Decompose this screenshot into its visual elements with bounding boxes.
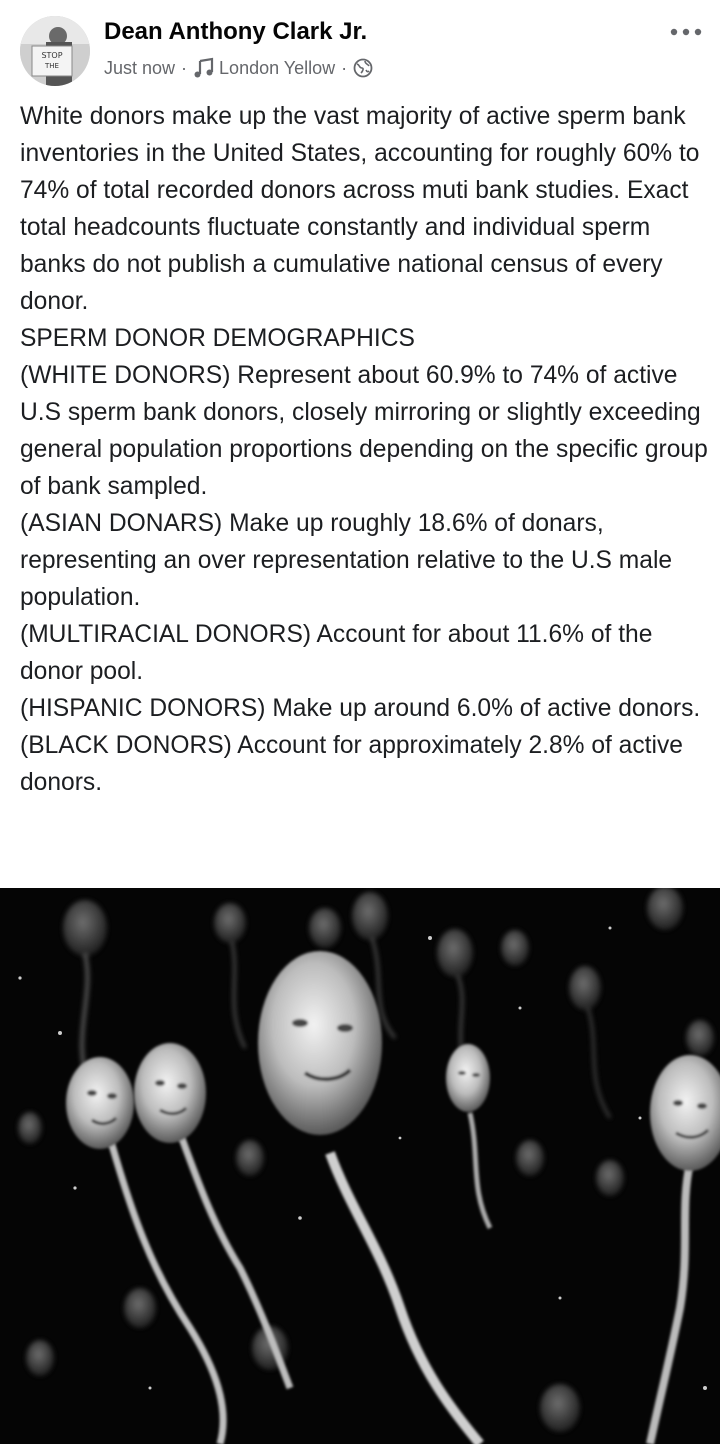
post-paragraph: White donors make up the vast majority of active sperm bank inventories in the United States, accounting for roughly 60% to 74% of total recorded donors across muti bank studies. Exact total headcounts fluctuate constantly and individual sperm banks do not publish a cumulative national census of every donor.	[20, 103, 707, 315]
avatar[interactable]	[20, 16, 90, 86]
post-paragraph: (MULTIRACIAL DONORS) Account for about 11.6% of the donor pool.	[20, 621, 667, 685]
music-label[interactable]: London Yellow	[219, 57, 336, 78]
post-photo	[0, 888, 720, 1444]
post-body-text	[20, 98, 715, 801]
post-meta	[104, 54, 373, 82]
post-paragraph: (WHITE DONORS) Represent about 60.9% to 74% of active U.S sperm bank donors, closely mirroring or slightly exceeding general population proportions depending on the specific group of bank sampled.	[20, 362, 715, 500]
globe-icon[interactable]	[353, 58, 373, 78]
post-paragraph: SPERM DONOR DEMOGRAPHICS	[20, 325, 415, 352]
meta-separator: ·	[341, 57, 348, 78]
post-image[interactable]	[0, 888, 720, 1444]
post-paragraph: (HISPANIC DONORS) Make up around 6.0% of active donors.	[20, 695, 701, 722]
post-paragraph: (BLACK DONORS) Account for approximately 2.8% of active donors.	[20, 732, 690, 796]
meta-separator: ·	[181, 57, 188, 78]
avatar-sign-text: STOP	[41, 51, 63, 60]
svg-text:THE: THE	[45, 62, 59, 70]
avatar-image	[20, 16, 90, 86]
post-paragraph: (ASIAN DONARS) Make up roughly 18.6% of donars, representing an over representation relative to the U.S male population.	[20, 510, 679, 611]
post-timestamp[interactable]: Just now	[104, 57, 176, 78]
post-header	[0, 0, 720, 96]
more-options-button[interactable]	[664, 20, 708, 44]
more-horizontal-icon	[669, 27, 703, 37]
music-note-icon	[193, 57, 215, 79]
author-name[interactable]: Dean Anthony Clark Jr.	[104, 18, 368, 45]
